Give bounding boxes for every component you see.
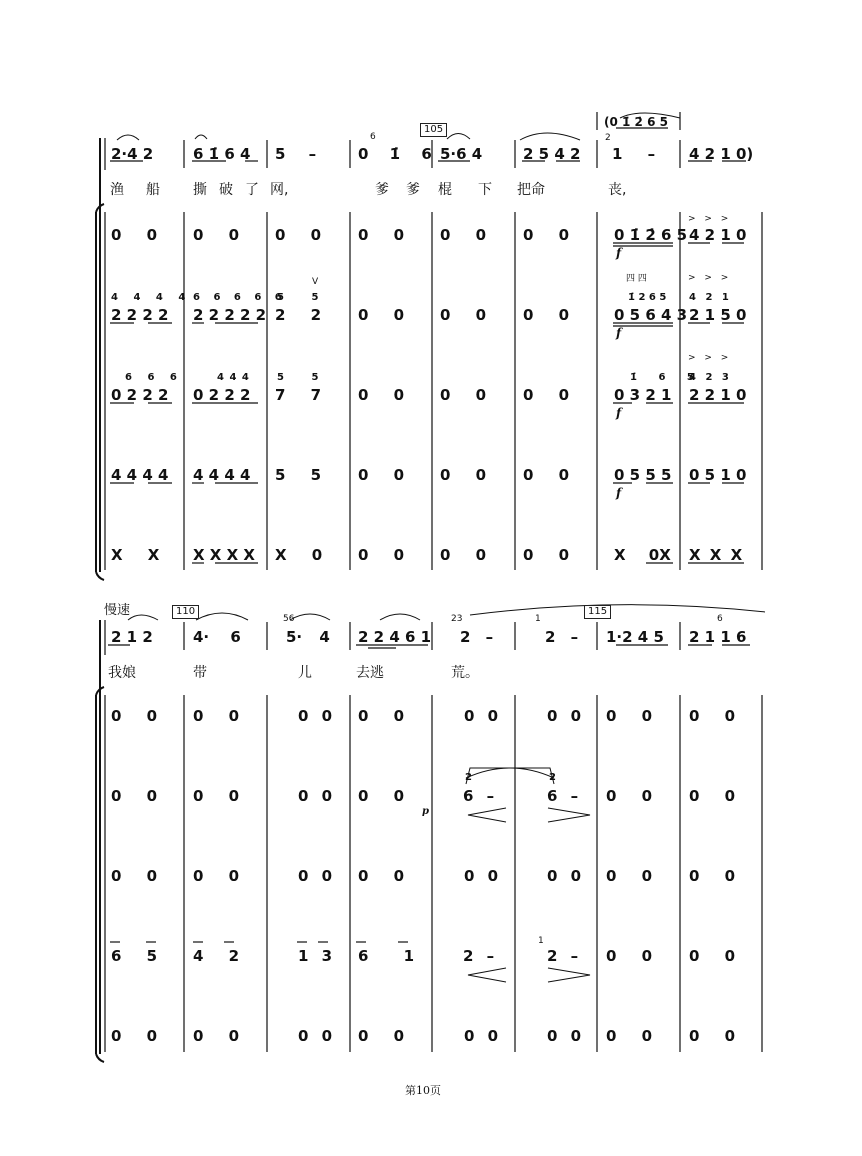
part-measure: 2 2 2 2 2 [193,306,267,324]
part-measure: 0 0 [358,1027,405,1045]
part-measure: 0 0 [523,386,570,404]
part-measure: 0 5 5 5 [614,466,672,484]
melody-measure: 2 1 2 [111,628,153,646]
lyric: 把命 [517,182,545,198]
part-upper-notes: 4 4 4 4 [111,292,186,303]
part-measure: 0 0 [440,546,487,564]
part-measure: 4 4 4 4 [111,466,169,484]
melody-measure: 2 2 4 6 1 [358,628,432,646]
lyric: 去逃 [356,665,384,681]
grace-note: 1 [535,614,541,624]
grace-note: 6 [370,132,376,142]
rehearsal-mark-110: 110 [172,605,199,619]
part-measure: 7 7 [275,386,322,404]
part-measure: 4 4 4 4 [193,466,251,484]
part-measure: 0 0 [298,867,333,885]
part-measure: 4 2 1 0 [689,226,747,244]
intro-bracket: (0 1̇ 2̇ 6 5 [604,115,668,129]
part-measure: X X X [689,546,743,564]
part-upper-notes: 6 6 6 [125,372,177,383]
part-measure: 5 5 [275,466,322,484]
dynamic-marking: f [616,486,622,500]
part-measure: 0 2 2 2 [111,386,169,404]
part-measure: 0 0 [547,1027,582,1045]
part-measure: 0 0 [193,867,240,885]
rehearsal-mark-105: 105 [420,123,447,137]
melody-measure: 2 5 4 2 [523,145,581,163]
part-measure: 0 0 [464,707,499,725]
melody-measure: 5 – [275,145,317,163]
part-measure: 0 0 [440,386,487,404]
part-measure: 2 2 2 2 [111,306,169,324]
grace-note: 1 [538,936,544,946]
lyric: 棍 [438,182,452,198]
part-measure: 0 0 [689,1027,736,1045]
part-measure: 0 0 [111,707,158,725]
part-measure: 0 0 [440,226,487,244]
melody-measure: 2·4 2 [111,145,154,163]
part-measure: 0 0 [606,867,653,885]
melody-measure: 6 1̇ 6 4 [193,145,251,163]
grace-note: 56 [283,614,295,624]
part-measure: 0 0 [689,947,736,965]
part-measure: 2 – [547,947,579,965]
part-measure: 0 0 [523,226,570,244]
accent-marks: > > > [688,353,732,363]
dynamic-marking: f [616,326,622,340]
part-measure: 0 0 [547,707,582,725]
part-measure: 0 0 [689,787,736,805]
melody-measure: 2 – [460,628,494,646]
melody-measure: 5· 4 [286,628,330,646]
part-measure: 0 0 [523,546,570,564]
melody-measure: 2 – [545,628,579,646]
part-measure: 0 0 [111,226,158,244]
part-measure: 0 0 [358,466,405,484]
lyric: 撕 [193,182,207,198]
part-measure: 0 3 2 1 [614,386,672,404]
melody-measure: 0 1̇ 6 [358,145,432,163]
part-measure: 0 0 [547,867,582,885]
grace-note: 23 [451,614,463,624]
accent-marks: > > > [688,214,732,224]
part-measure: 2 2 [275,306,322,324]
part-upper-notes: 4 2 1 [689,292,729,303]
lyric: 荒。 [451,665,479,681]
part-measure: 0 0 [358,707,405,725]
part-measure: 0 0 [193,707,240,725]
part-measure: 6 1 [358,947,415,965]
part-measure: 6 – [463,787,495,805]
part-upper-notes: 2 [465,772,472,783]
part-measure: 0 0 [111,867,158,885]
part-measure: 0 0 [275,226,322,244]
part-measure: 0 0 [358,867,405,885]
dynamic-marking: f [616,406,622,420]
part-measure: 0 0 [111,1027,158,1045]
lyric: 爹 [375,182,389,198]
part-upper-notes: 5 5 [277,372,319,383]
lyric: 渔 [110,182,124,198]
part-measure: 0 2 2 2 [193,386,251,404]
part-measure: 0 0 [440,466,487,484]
part-measure: 0 0 [523,466,570,484]
part-measure: 0 0 [440,306,487,324]
grace-note: 2 [605,133,611,143]
page-number: 第10页 [405,1084,441,1097]
part-measure: 0 0 [298,1027,333,1045]
part-measure: 0 0 [358,546,405,564]
fingering-marks: 四 四 [626,274,647,284]
melody-measure: 5·6 4 [440,145,483,163]
rehearsal-mark-115: 115 [584,605,611,619]
melody-measure: 2 1 1 6 [689,628,747,646]
melody-measure: 4· 6 [193,628,241,646]
part-measure: 0 0 [523,306,570,324]
part-measure: 0 0 [193,787,240,805]
part-upper-notes: 1̇ 2 6 5 [628,292,667,303]
part-upper-notes: 6 6 6 6 6 [193,292,282,303]
part-measure: 2 2 1 0 [689,386,747,404]
part-measure: 0 0 [111,787,158,805]
part-measure: 0 0 [464,1027,499,1045]
part-measure: 0 0 [358,386,405,404]
part-measure: 0 0 [606,787,653,805]
lyric: 了 [245,182,259,198]
part-measure: X X [111,546,160,564]
part-measure: 6 5 [111,947,158,965]
tempo-marking: 慢速 [104,603,131,618]
part-measure: 0 0 [193,226,240,244]
lyric: 破 [219,182,233,198]
melody-measure: 1 – [612,145,656,163]
part-measure: X 0 [275,546,323,564]
part-measure: 0 1̇ 2̇ 6 5 [614,226,688,244]
part-measure: 2 1 5 0 [689,306,747,324]
part-measure: 4 2 [193,947,240,965]
lyric: 丧, [608,182,627,198]
accent-marks: > > > [688,273,732,283]
part-measure: 0 0 [689,867,736,885]
part-measure: 0 0 [358,787,405,805]
part-measure: 0 0 [298,707,333,725]
part-upper-notes: 5 5 [277,292,319,303]
lyric: 爹 [406,182,420,198]
part-upper-notes: 4 4 4 [217,372,249,383]
melody-measure: 4 2 1 0) [689,145,754,163]
dynamic-marking: p [422,806,429,817]
lyric: 下 [478,182,492,198]
part-measure: 2 – [463,947,495,965]
part-upper-notes: 2 [549,772,556,783]
part-measure: 0 0 [606,707,653,725]
part-measure: 0 0 [606,1027,653,1045]
lyric: 网, [270,182,289,198]
part-upper-notes: 4 2 3 [689,372,729,383]
lyric: 船 [146,182,160,198]
part-measure: X 0X [614,546,671,564]
part-measure: 0 5 6 4 3 [614,306,688,324]
part-measure: 0 0 [193,1027,240,1045]
lyric: 我娘 [108,665,136,681]
part-upper-notes: 1̇ 6 5 [630,372,694,383]
part-measure: 0 0 [606,947,653,965]
grace-note: 6 [717,614,723,624]
dynamic-marking: f [616,246,622,260]
part-measure: 0 0 [689,707,736,725]
bow-mark: V [312,277,319,287]
part-measure: 6 – [547,787,579,805]
part-measure: 0 0 [358,226,405,244]
lyric: 带 [193,665,207,681]
part-measure: 1 3 [298,947,333,965]
part-measure: 0 0 [358,306,405,324]
lyric: 儿 [298,665,312,681]
part-measure: 0 5 1 0 [689,466,747,484]
part-measure: X X X X [193,546,255,564]
part-measure: 0 0 [464,867,499,885]
part-measure: 0 0 [298,787,333,805]
melody-measure: 1·2 4 5 [606,628,664,646]
